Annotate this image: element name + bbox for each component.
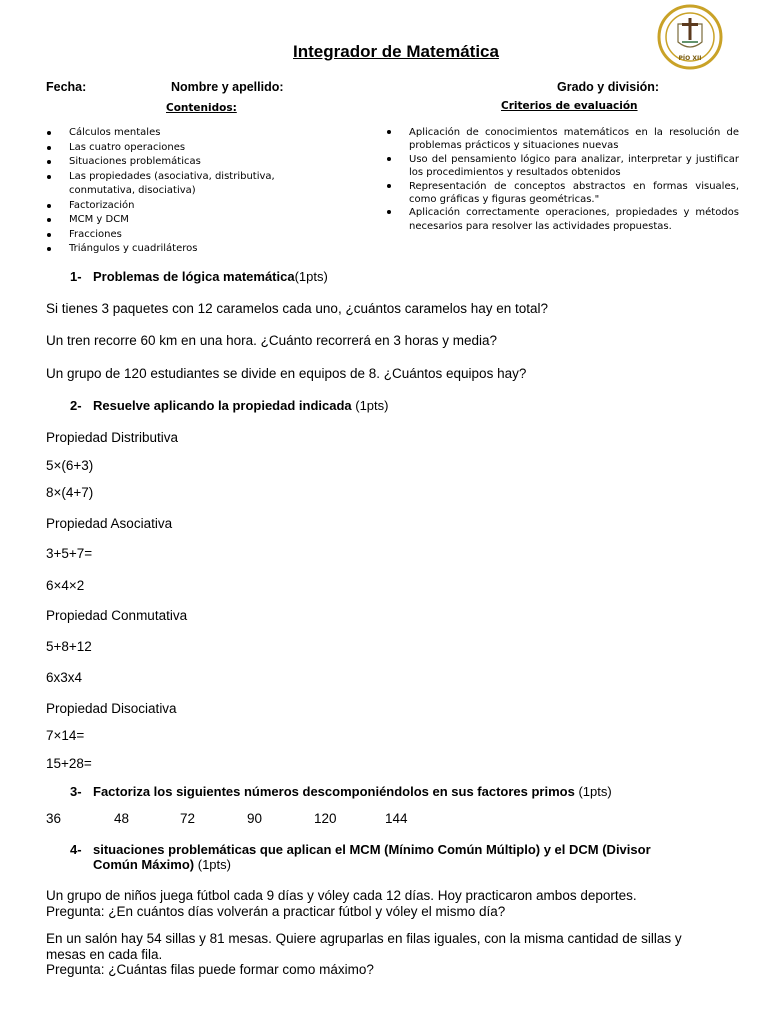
question-title: Factoriza los siguientes números descomponiéndolos en sus factores primos xyxy=(93,784,575,799)
list-item: Las cuatro operaciones xyxy=(47,141,337,156)
list-item: Uso del pensamiento lógico para analizar, interpretar y justificar los procedimientos y resultados obtenidos xyxy=(387,153,739,180)
list-item: Triángulos y cuadriláteros xyxy=(47,242,337,257)
exercise-line: 8×(4+7) xyxy=(46,485,94,500)
problem-line: En un salón hay 54 sillas y 81 mesas. Quiere agruparlas en filas iguales, con la misma cantidad de sillas y xyxy=(46,931,682,946)
list-item: Aplicación correctamente operaciones, propiedades y métodos necesarios para resolver las actividades propuestas. xyxy=(387,206,739,233)
contenidos-list xyxy=(47,126,337,257)
problem-question: Pregunta: ¿En cuántos días volverán a practicar fútbol y vóley el mismo día? xyxy=(46,904,506,919)
problem-line: Un grupo de 120 estudiantes se divide en equipos de 8. ¿Cuántos equipos hay? xyxy=(46,366,527,381)
question-title: Problemas de lógica matemática xyxy=(93,269,295,284)
problem-line: Si tienes 3 paquetes con 12 caramelos cada uno, ¿cuántos caramelos hay en total? xyxy=(46,301,549,316)
list-item: Cálculos mentales xyxy=(47,126,337,141)
problem-line: mesas en cada fila. xyxy=(46,947,163,962)
page-title: Integrador de Matemática xyxy=(293,42,499,61)
problem-question: Pregunta: ¿Cuántas filas puede formar como máximo? xyxy=(46,962,374,977)
factor-number: 90 xyxy=(247,811,263,826)
criterios-list xyxy=(387,126,739,233)
question-number: 1- xyxy=(70,269,82,284)
list-item: Aplicación de conocimientos matemáticos en la resolución de problemas prácticos y situaciones nuevas xyxy=(387,126,739,153)
exercise-line: 5+8+12 xyxy=(46,639,92,654)
property-label: Propiedad Asociativa xyxy=(46,516,173,531)
question-number: 4- xyxy=(70,842,82,857)
property-label: Propiedad Distributiva xyxy=(46,430,179,445)
problem-line: Un tren recorre 60 km en una hora. ¿Cuánto recorrerá en 3 horas y media? xyxy=(46,333,497,348)
fecha-label: Fecha: xyxy=(46,80,87,94)
property-label: Propiedad Disociativa xyxy=(46,701,177,716)
logo-text: PÍO XII xyxy=(678,55,702,62)
question-4-heading xyxy=(70,842,710,872)
question-2-heading xyxy=(70,398,388,413)
question-title: Resuelve aplicando la propiedad indicada xyxy=(93,398,352,413)
question-3-heading xyxy=(70,784,612,799)
question-1-heading xyxy=(70,269,328,284)
factor-number: 72 xyxy=(180,811,196,826)
nombre-label: Nombre y apellido: xyxy=(171,80,284,94)
list-item: Factorización xyxy=(47,199,337,214)
exercise-line: 6x3x4 xyxy=(46,670,83,685)
question-points: (1pts) xyxy=(351,398,389,413)
list-item: Fracciones xyxy=(47,228,337,243)
factor-number: 120 xyxy=(314,811,337,826)
question-title-cont: Común Máximo) xyxy=(93,857,195,872)
problem-line: Un grupo de niños juega fútbol cada 9 días y vóley cada 12 días. Hoy practicaron ambos deportes. xyxy=(46,888,637,903)
factor-number: 48 xyxy=(114,811,130,826)
list-item: Las propiedades (asociativa, distributiva, conmutativa, disociativa) xyxy=(47,170,337,199)
criterios-heading: Criterios de evaluación xyxy=(501,100,638,112)
question-points: (1pts) xyxy=(294,269,328,284)
question-points: (1pts) xyxy=(574,784,612,799)
list-item: Representación de conceptos abstractos en formas visuales, como gráficas y figuras geométricas." xyxy=(387,180,739,207)
exercise-line: 6×4×2 xyxy=(46,578,85,593)
contenidos-heading: Contenidos: xyxy=(166,102,237,114)
factor-number: 36 xyxy=(46,811,62,826)
question-title: situaciones problemáticas que aplican el MCM (Mínimo Común Múltiplo) y el DCM (Divisor xyxy=(93,842,651,857)
exercise-line: 15+28= xyxy=(46,756,92,771)
list-item: MCM y DCM xyxy=(47,213,337,228)
grado-label: Grado y división: xyxy=(557,80,660,94)
list-item: Situaciones problemáticas xyxy=(47,155,337,170)
exercise-line: 5×(6+3) xyxy=(46,458,94,473)
question-points: (1pts) xyxy=(194,857,231,872)
question-number: 2- xyxy=(70,398,82,413)
property-label: Propiedad Conmutativa xyxy=(46,608,188,623)
exercise-line: 7×14= xyxy=(46,728,85,743)
question-number: 3- xyxy=(70,784,82,799)
factor-number: 144 xyxy=(385,811,408,826)
exercise-line: 3+5+7= xyxy=(46,546,93,561)
